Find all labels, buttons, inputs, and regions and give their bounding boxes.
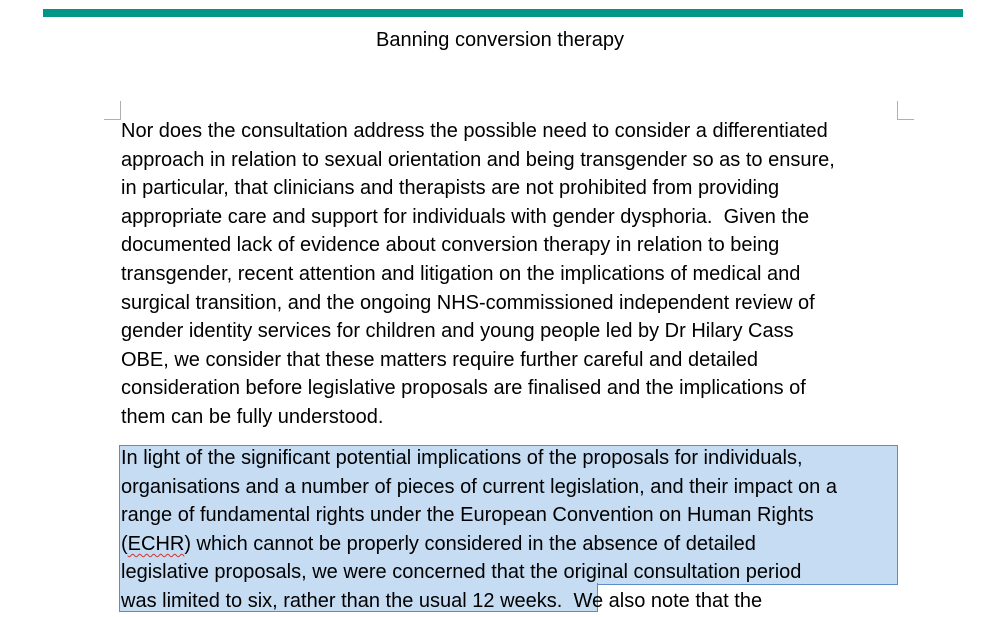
paragraph-line — [121, 587, 837, 616]
paragraph-line: OBE, we consider that these matters require further careful and detailed — [121, 348, 759, 371]
paragraph-line: them can be fully understood. — [121, 405, 384, 428]
page-header-title: Banning conversion therapy — [376, 29, 624, 51]
paragraph-line: in particular, that clinicians and therapists are not prohibited from providing — [121, 177, 780, 200]
margin-crop-mark-right — [897, 101, 914, 120]
paragraph-line: In light of the significant potential implications of the proposals for individuals, — [121, 447, 803, 469]
paragraph-line: range of fundamental rights under the European Convention on Human Rights — [121, 504, 814, 527]
paragraph-line: legislative proposals, we were concerned that the original consultation period — [121, 561, 802, 584]
margin-crop-mark-left — [104, 101, 121, 120]
paragraph-line: documented lack of evidence about conversion therapy in relation to being — [121, 234, 780, 257]
misspelled-word[interactable]: ECHR — [127, 532, 185, 555]
paragraph-line: approach in relation to sexual orientation and being transgender so as to ensure, — [121, 148, 835, 171]
paragraph-line: surgical transition, and the ongoing NHS-commissioned independent review of — [121, 291, 815, 314]
unselected-text: We also note that the — [562, 589, 763, 612]
header-accent-bar — [43, 9, 963, 17]
open-paren: ( — [121, 532, 128, 555]
paragraph-line: transgender, recent attention and litigation on the implications of medical and — [121, 262, 801, 285]
paragraph-line — [121, 530, 837, 559]
paragraph-line: gender identity services for children and young people led by Dr Hilary Cass — [121, 320, 794, 343]
paragraph-2[interactable] — [121, 444, 837, 616]
paragraph-line: Nor does the consultation address the possible need to consider a differentiated — [121, 120, 828, 142]
paragraph-line: appropriate care and support for individuals with gender dysphoria. Given the — [121, 205, 810, 228]
paragraph-line: organisations and a number of pieces of current legislation, and their impact on a — [121, 475, 837, 498]
paragraph-line: consideration before legislative proposals are finalised and the implications of — [121, 377, 806, 400]
paragraph-1[interactable] — [121, 117, 835, 432]
selected-text[interactable]: was limited to six, rather than the usual 12 weeks. — [121, 589, 563, 612]
line-remainder: ) which cannot be properly considered in the absence of detailed — [184, 532, 756, 555]
